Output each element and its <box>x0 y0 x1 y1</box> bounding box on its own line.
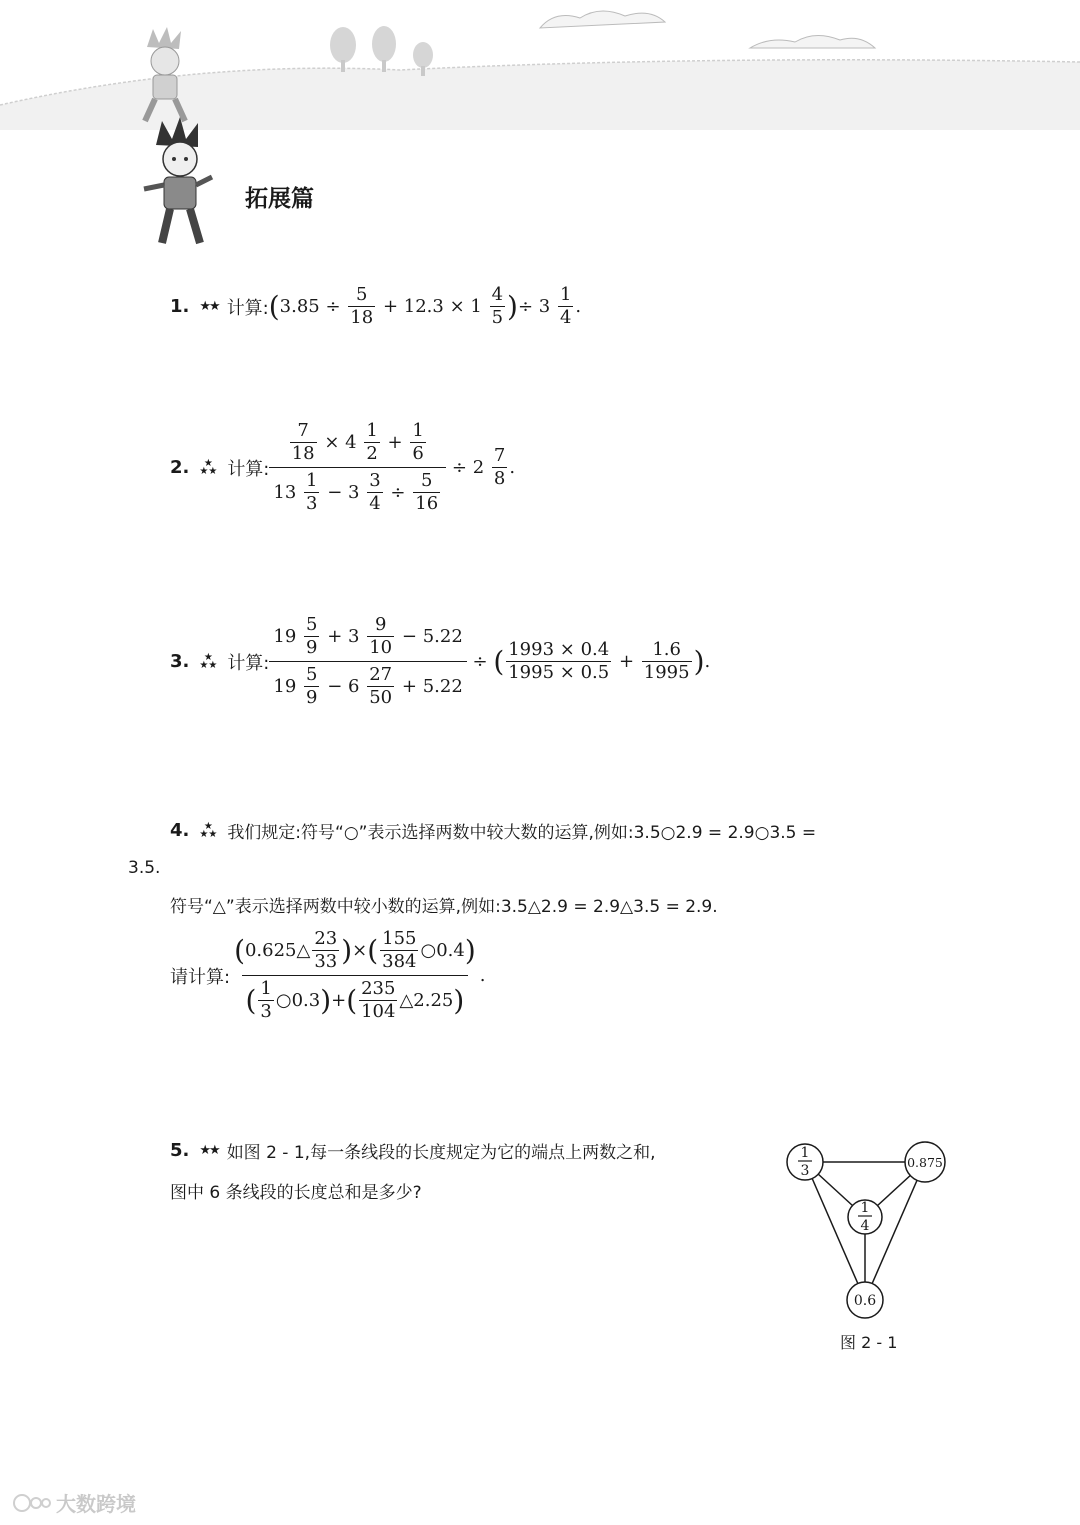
node-tr-value: 0.875 <box>907 1155 943 1170</box>
question-number: 1. <box>170 296 190 317</box>
mixed-number: 3 $\frac{1}{4}$ <box>538 284 572 328</box>
question-text: 我们规定:符号“○”表示选择两数中较大数的运算,例如:3.5○2.9 = 2.9○3.5 = <box>227 823 817 843</box>
complex-fraction: $\frac{7}{18}$ × 4 $\frac{1}{2}$ + $\frac{1}{6}$ 13 $\frac{1}{3}$ − 3 $\frac{3}{4}$ ÷ $\frac{5}{16}$ <box>269 422 446 513</box>
question-4-line2: 3.5. <box>128 858 161 878</box>
question-4-line3: 符号“△”表示选择两数中较小数的运算,例如:3.5△2.9 = 2.9△3.5 = 2.9. <box>170 897 718 917</box>
question-1: 1. ★★ 计算: ( 3.85 ÷ $\frac{5}{18}$ + 12.3 × 1 $\frac{4}{5}$ ) ÷ 3 $\frac{1}{4}$ . <box>170 284 582 328</box>
mixed-number: 1 $\frac{4}{5}$ <box>470 284 504 328</box>
question-number: 5. <box>170 1140 190 1161</box>
question-number: 3. <box>170 651 190 672</box>
cartoon-character-small <box>135 25 195 125</box>
question-3: 3. ★ ★★ 计算: 19 $\frac{5}{9}$ + 3 $\frac{9}{10}$ − 5.22 19 $\frac{5}{9}$ − 6 $\frac{27}{50}$ + 5.22 ÷ ( $\frac{1993 \times 0.4}{1995 \times 0.5}$ + $\frac{1.6}{1995}$ ) . <box>170 614 711 708</box>
question-5-line1 <box>170 1138 655 1163</box>
question-number: 4. <box>170 820 190 841</box>
fraction: $\frac{5}{18}$ <box>350 284 374 328</box>
difficulty-stars: ★★ <box>199 299 219 314</box>
question-5-line2: 图中 6 条线段的长度总和是多少? <box>170 1183 422 1203</box>
mixed-number: 2 $\frac{7}{8}$ <box>472 445 506 489</box>
difficulty-stars: ★★ <box>199 1143 219 1158</box>
complex-fraction: ( 0.625△ $\frac{23}{33}$ ) × ( $\frac{155}{384}$ ○0.4 ) ( $\frac{1}{3}$ ○0.3 ) + ( $\frac{235}{104}$ △2.25 ) <box>234 928 476 1022</box>
complex-fraction: 19 $\frac{5}{9}$ + 3 $\frac{9}{10}$ − 5.22 19 $\frac{5}{9}$ − 6 $\frac{27}{50}$ + 5.22 <box>269 616 466 707</box>
watermark-logo-icon <box>12 1491 52 1515</box>
difficulty-stars: ★ ★★ <box>199 820 218 840</box>
difficulty-stars: ★ ★★ <box>199 651 218 671</box>
cartoon-character <box>140 115 220 250</box>
watermark-text: 大数跨境 <box>56 1492 136 1516</box>
node-c-num: 1 <box>860 1200 870 1216</box>
node-c-den: 4 <box>860 1218 870 1234</box>
question-label: 计算: <box>227 652 270 674</box>
question-4-expression: 请计算: ( 0.625△ $\frac{23}{33}$ ) × ( $\frac{155}{384}$ ○0.4 ) ( $\frac{1}{3}$ ○0.3 ) + ( $\frac{235}{104}$ △2.25 ) . <box>170 928 486 1022</box>
figure-caption: 图 2 - 1 <box>840 1333 898 1352</box>
question-label: 计算: <box>227 458 270 480</box>
difficulty-stars: ★ ★★ <box>199 457 218 477</box>
question-label: 请计算: <box>170 966 231 988</box>
figure-2-1 <box>770 1130 960 1320</box>
question-4-line1 <box>170 818 816 843</box>
section-title: 拓展篇 <box>245 186 314 212</box>
fraction: $\frac{1993 \times 0.4}{1995 \times 0.5}$ <box>508 639 610 683</box>
question-2: 2. ★ ★★ 计算: $\frac{7}{18}$ × 4 $\frac{1}{2}$ + $\frac{1}{6}$ 13 $\frac{1}{3}$ − 3 $\frac{3}{4}$ ÷ $\frac{5}{16}$ ÷ 2 $\frac{7}{8}$ . <box>170 420 516 514</box>
fraction: $\frac{1.6}{1995}$ <box>643 639 690 683</box>
question-label: 计算: <box>226 297 269 319</box>
node-tl-den: 3 <box>800 1163 810 1179</box>
node-b-value: 0.6 <box>853 1293 877 1309</box>
watermark <box>12 1488 136 1517</box>
node-tl-num: 1 <box>800 1145 810 1161</box>
question-number: 2. <box>170 457 190 478</box>
question-text: 如图 2 - 1,每一条线段的长度规定为它的端点上两数之和, <box>226 1143 656 1163</box>
